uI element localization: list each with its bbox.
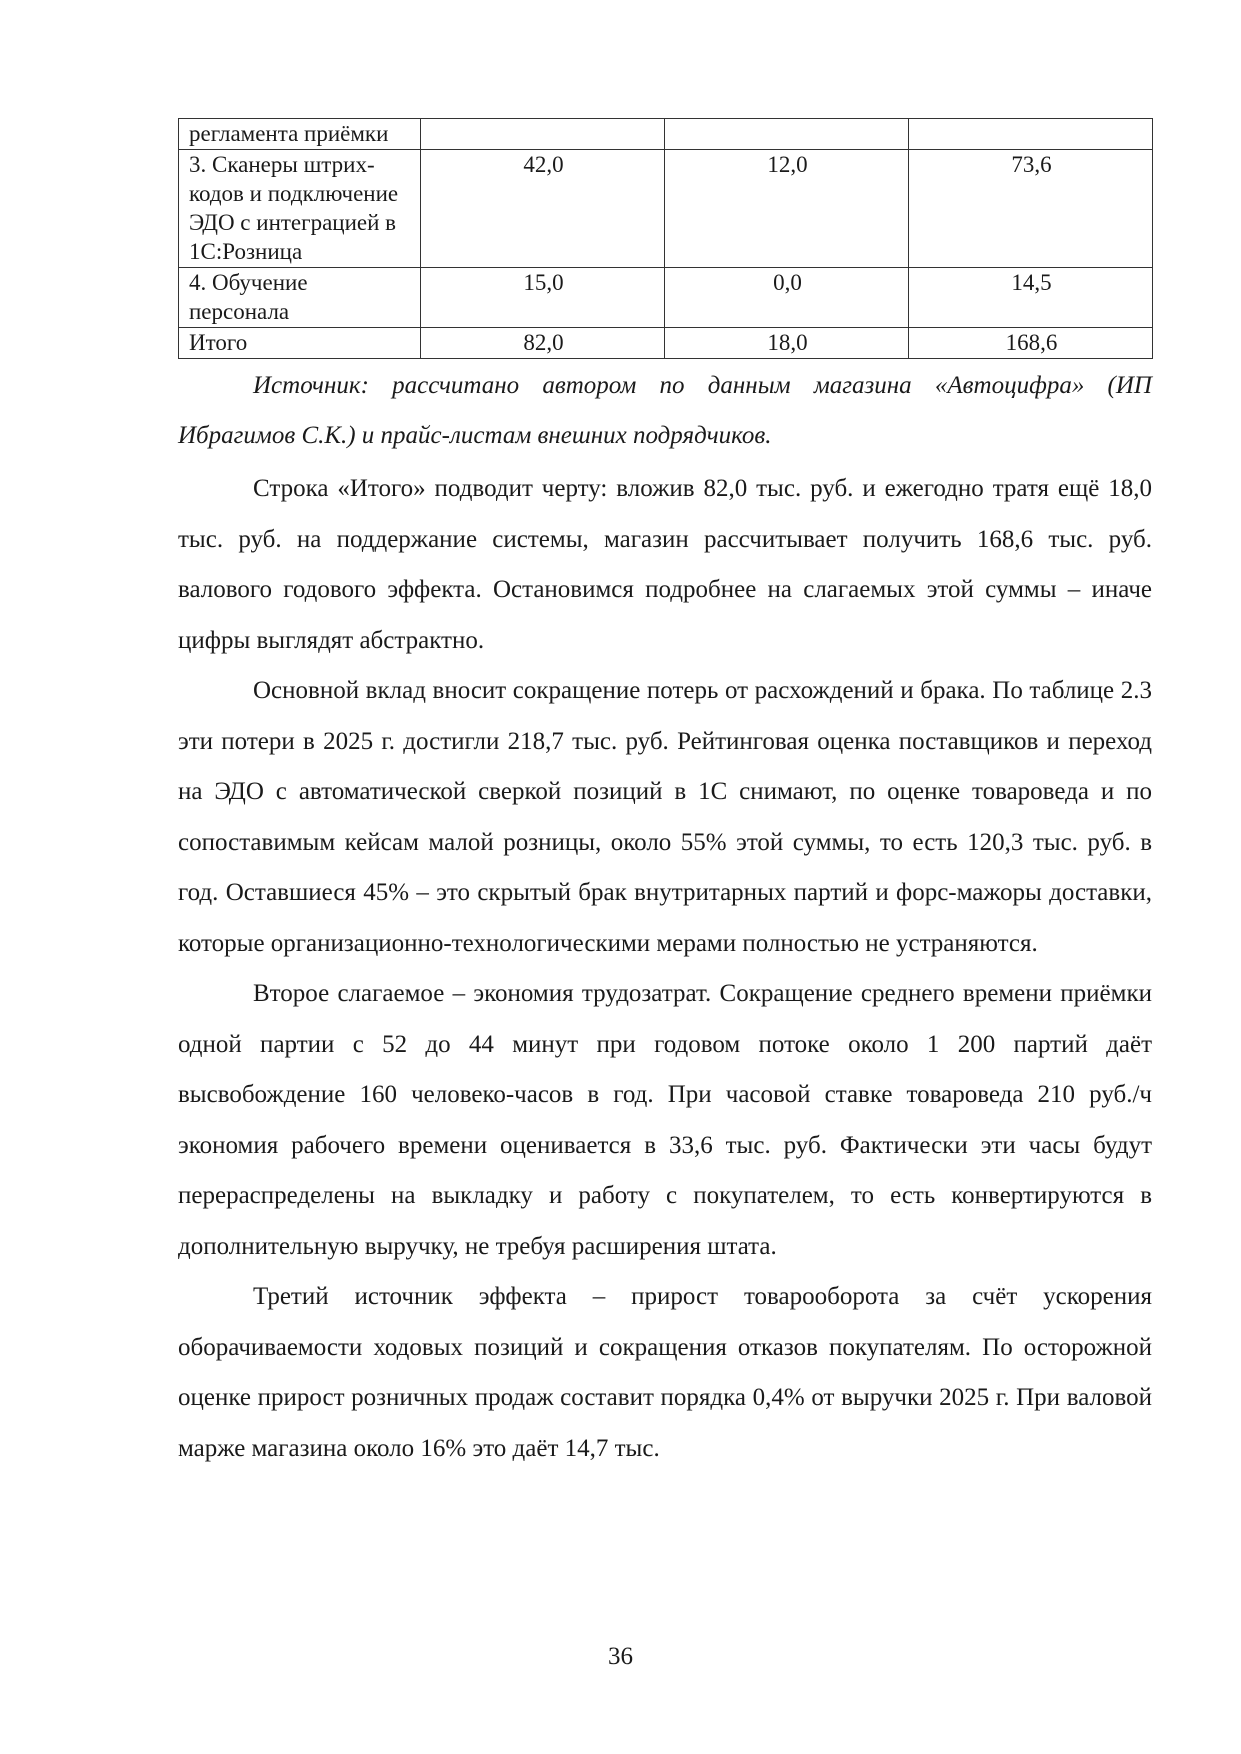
page-number: 36 [608, 1643, 633, 1670]
body-paragraph: Третий источник эффекта – прирост товарооборота за счёт ускорения оборачиваемости ходовых позиций и сокращения отказов покупателям. По осторожной оценке прирост розничных продаж составит порядка 0,4% от выручки 2025 г. При валовой марже магазина около 16% это даёт 14,7 тыс. [178, 1283, 1152, 1462]
table-row [179, 150, 1153, 268]
cost-effect-table [178, 118, 1153, 359]
table-cell [421, 119, 665, 150]
table-row [179, 119, 1153, 150]
body-paragraph: Второе слагаемое – экономия трудозатрат. Сокращение среднего времени приёмки одной партии с 52 до 44 минут при годовом потоке около 1 200 партий даёт высвобождение 160 человеко-часов в год. При часовой ставке товароведа 210 руб./ч экономия рабочего времени оценивается в 33,6 тыс. руб. Фактически эти часы будут перераспределены на выкладку и работу с покупателем, то есть конвертируются в дополнительную выручку, не требуя расширения штата. [178, 980, 1152, 1260]
row-label: 3. Сканеры штрих-кодов и подключение ЭДО с интеграцией в 1С:Розница [179, 150, 421, 268]
table-source-note: Источник: рассчитано автором по данным магазина «Автоцифра» (ИП Ибрагимов С.К.) и прайс-листам внешних подрядчиков. [178, 372, 1152, 449]
table-cell: 18,0 [665, 328, 909, 359]
row-label: регламента приёмки [179, 119, 421, 150]
table-cell: 0,0 [665, 268, 909, 328]
table-cell: 168,6 [909, 328, 1153, 359]
table-cell: 82,0 [421, 328, 665, 359]
table-cell [665, 119, 909, 150]
table-cell: 15,0 [421, 268, 665, 328]
row-label: Итого [179, 328, 421, 359]
table-cell [909, 119, 1153, 150]
table-row [179, 268, 1153, 328]
table-cell: 14,5 [909, 268, 1153, 328]
body-paragraph: Основной вклад вносит сокращение потерь от расхождений и брака. По таблице 2.3 эти потери в 2025 г. достигли 218,7 тыс. руб. Рейтинговая оценка поставщиков и переход на ЭДО с автоматической сверкой позиций в 1С снимают, по оценке товароведа и по сопоставимым кейсам малой розницы, около 55% этой суммы, то есть 120,3 тыс. руб. в год. Оставшиеся 45% – это скрытый брак внутритарных партий и форс-мажоры доставки, которые организационно-технологическими мерами полностью не устраняются. [178, 677, 1152, 957]
table-cell: 12,0 [665, 150, 909, 268]
body-paragraph: Строка «Итого» подводит черту: вложив 82,0 тыс. руб. и ежегодно тратя ещё 18,0 тыс. руб. на поддержание системы, магазин рассчитывает получить 168,6 тыс. руб. валового годового эффекта. Остановимся подробнее на слагаемых этой суммы – иначе цифры выглядят абстрактно. [178, 475, 1152, 654]
row-label: 4. Обучение персонала [179, 268, 421, 328]
document-page [178, 118, 1152, 1474]
table-cell: 42,0 [421, 150, 665, 268]
table-row-total [179, 328, 1153, 359]
table-cell: 73,6 [909, 150, 1153, 268]
